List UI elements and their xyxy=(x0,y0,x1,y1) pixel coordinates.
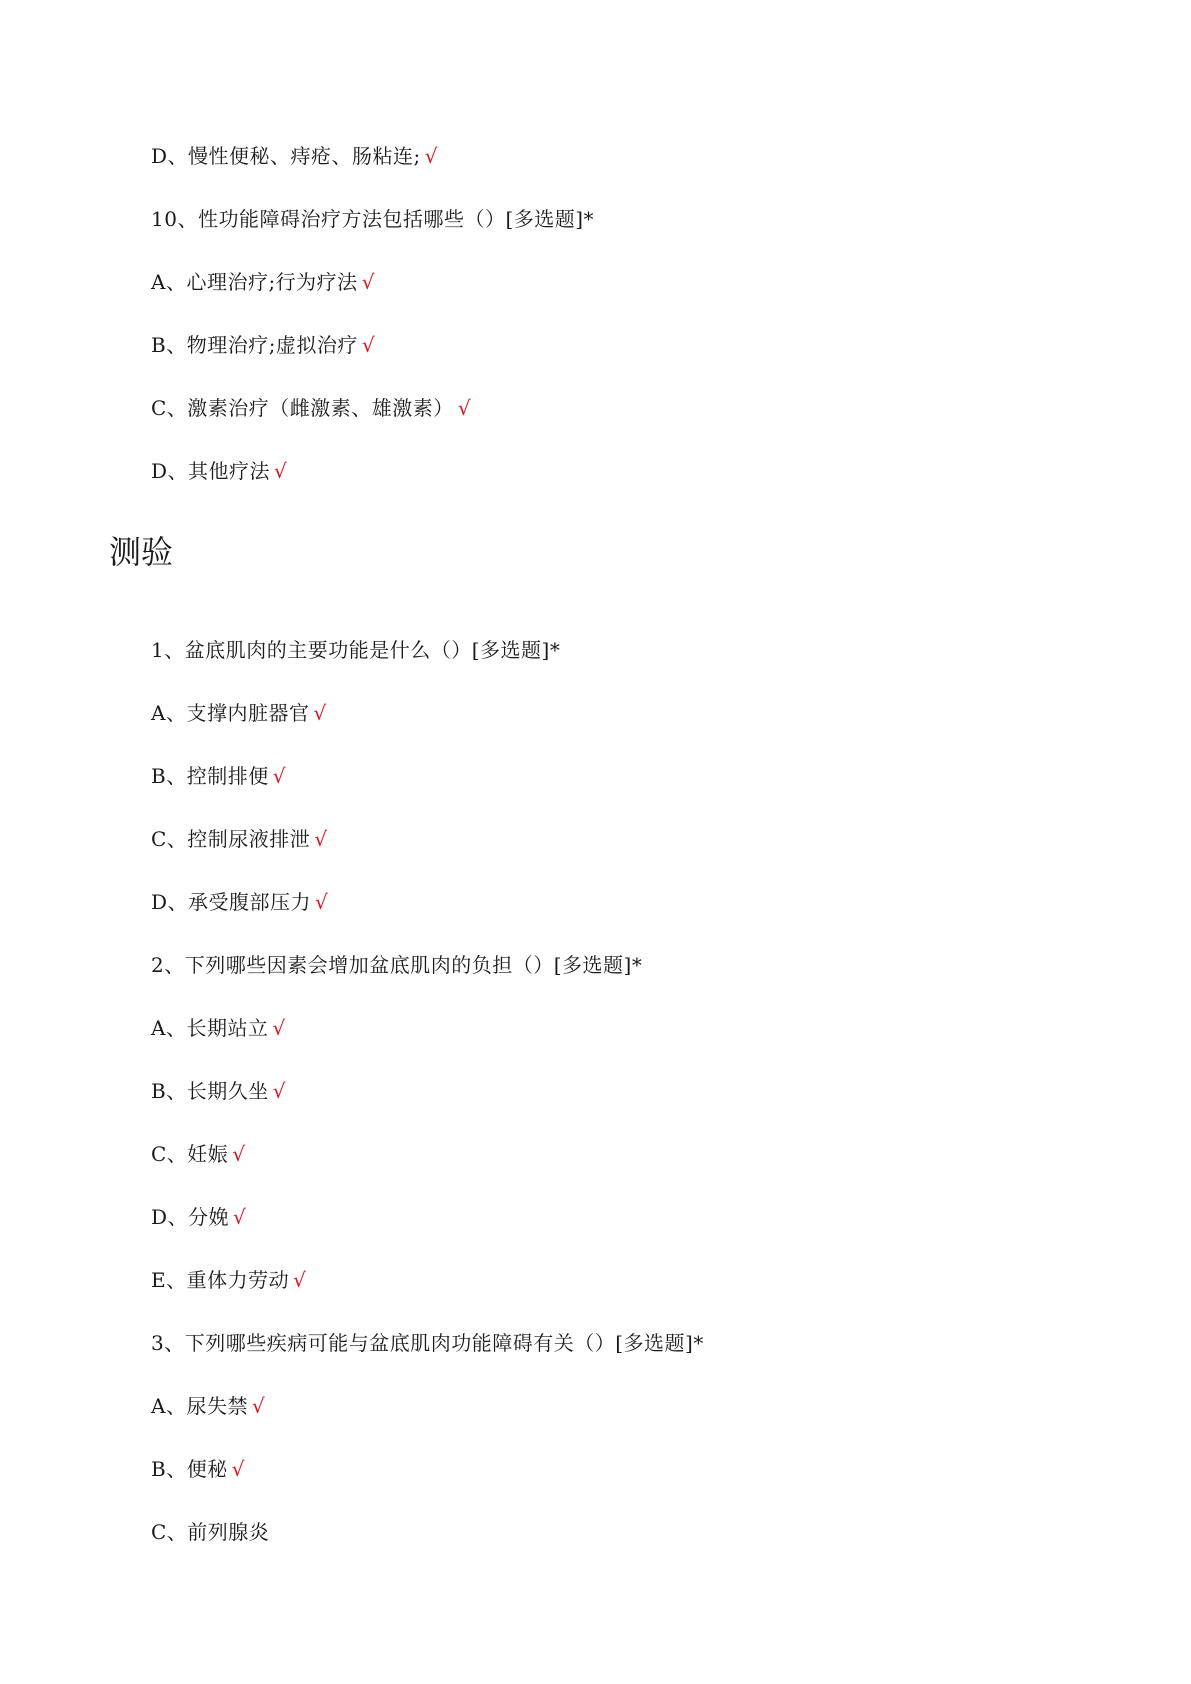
option-q2-c xyxy=(151,1140,246,1168)
option-q2-e xyxy=(151,1266,306,1294)
checkmark-icon: √ xyxy=(251,1394,266,1418)
option-text: C、前列腺炎 xyxy=(151,1520,270,1544)
checkmark-icon: √ xyxy=(424,144,439,168)
checkmark-icon: √ xyxy=(233,1205,247,1229)
checkmark-icon: √ xyxy=(272,764,286,788)
option-text: A、心理治疗;行为疗法 xyxy=(151,270,358,294)
checkmark-icon: √ xyxy=(231,1457,245,1481)
checkmark-icon: √ xyxy=(272,1016,286,1040)
option-text: A、支撑内脏器官 xyxy=(151,701,310,725)
option-q10-a xyxy=(151,268,375,296)
question-text: 10、性功能障碍治疗方法包括哪些（）[多选题]* xyxy=(151,207,595,231)
question-1 xyxy=(151,636,560,664)
option-text: B、控制排便 xyxy=(151,764,269,788)
option-text: C、激素治疗（雌激素、雄激素） xyxy=(151,396,454,420)
option-text: D、其他疗法 xyxy=(151,459,271,483)
option-text: B、便秘 xyxy=(151,1457,228,1481)
section-title: 测验 xyxy=(109,533,174,571)
option-text: E、重体力劳动 xyxy=(151,1268,290,1292)
question-10 xyxy=(151,205,594,233)
option-q1-c xyxy=(151,825,328,853)
checkmark-icon: √ xyxy=(314,827,328,851)
checkmark-icon: √ xyxy=(274,459,288,483)
checkmark-icon: √ xyxy=(232,1142,246,1166)
option-q3-a xyxy=(151,1392,265,1420)
option-q2-b xyxy=(151,1077,286,1105)
option-q10-c xyxy=(151,394,471,422)
option-q10-d xyxy=(151,457,287,485)
option-text: A、尿失禁 xyxy=(151,1394,248,1418)
option-q2-a xyxy=(151,1014,286,1042)
option-text: C、妊娠 xyxy=(151,1142,229,1166)
question-text: 2、下列哪些因素会增加盆底肌肉的负担（）[多选题]* xyxy=(151,953,643,977)
checkmark-icon: √ xyxy=(361,333,376,357)
option-text: D、承受腹部压力 xyxy=(151,890,312,914)
option-q2-d xyxy=(151,1203,246,1231)
option-q3-c xyxy=(151,1518,269,1546)
option-q1-a xyxy=(151,699,327,727)
question-text: 1、盆底肌肉的主要功能是什么（）[多选题]* xyxy=(151,638,561,662)
option-q10-b xyxy=(151,331,375,359)
option-text: D、分娩 xyxy=(151,1205,230,1229)
checkmark-icon: √ xyxy=(361,270,375,294)
checkmark-icon: √ xyxy=(315,890,329,914)
option-text: B、物理治疗;虚拟治疗 xyxy=(151,333,358,357)
question-3 xyxy=(151,1329,704,1357)
question-2 xyxy=(151,951,642,979)
option-q3-b xyxy=(151,1455,245,1483)
option-text: D、慢性便秘、痔疮、肠粘连; xyxy=(151,144,421,168)
option-q1-b xyxy=(151,762,286,790)
option-q9-d xyxy=(151,142,438,170)
checkmark-icon: √ xyxy=(457,396,472,420)
option-text: A、长期站立 xyxy=(151,1016,269,1040)
question-text: 3、下列哪些疾病可能与盆底肌肉功能障碍有关（）[多选题]* xyxy=(151,1331,704,1355)
option-q1-d xyxy=(151,888,328,916)
option-text: B、长期久坐 xyxy=(151,1079,269,1103)
checkmark-icon: √ xyxy=(293,1268,307,1292)
option-text: C、控制尿液排泄 xyxy=(151,827,311,851)
checkmark-icon: √ xyxy=(272,1079,286,1103)
checkmark-icon: √ xyxy=(313,701,327,725)
